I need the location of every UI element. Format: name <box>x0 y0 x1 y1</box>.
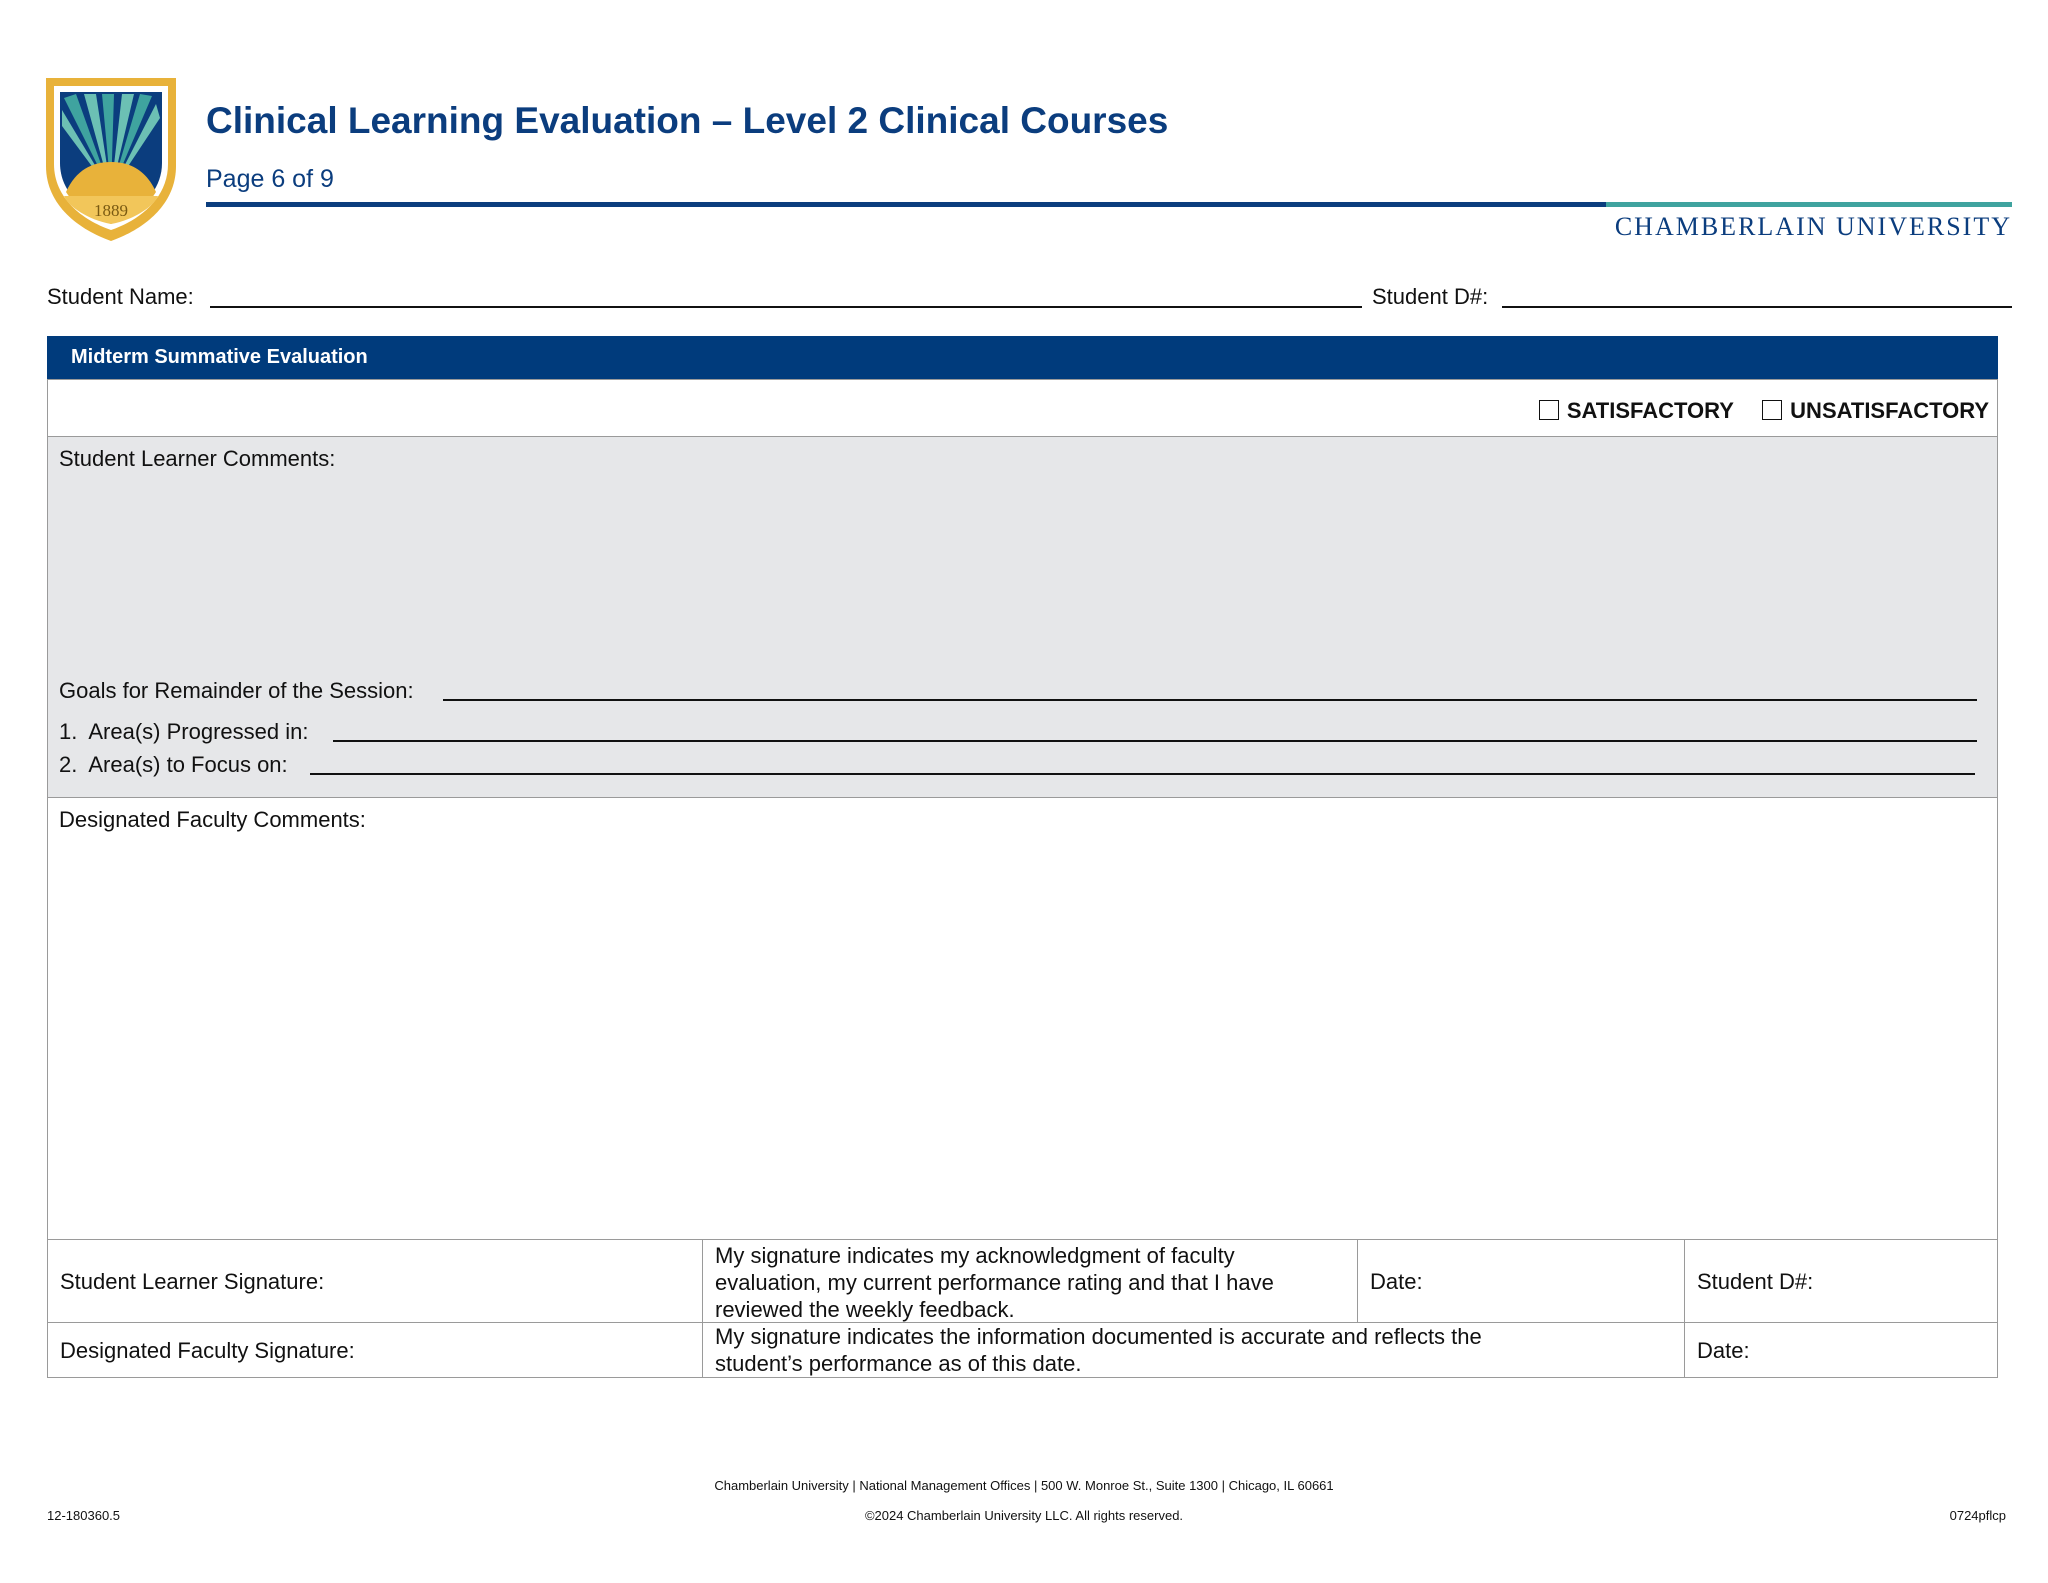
footer-copyright: ©2024 Chamberlain University LLC. All rights reserved. <box>864 1508 1184 1523</box>
goals-label: Goals for Remainder of the Session: <box>59 678 414 703</box>
page-number: Page 6 of 9 <box>206 165 334 193</box>
section-header <box>47 336 1998 379</box>
faculty-comments-label: Designated Faculty Comments: <box>59 807 366 832</box>
chamberlain-shield-logo <box>42 74 180 244</box>
student-name-field[interactable] <box>210 306 1362 308</box>
logo-year: 1889 <box>94 201 128 220</box>
focus-field[interactable] <box>310 773 1975 775</box>
footer-revision: 0724pflcp <box>1949 1508 2006 1523</box>
learner-comments-area[interactable] <box>47 436 1998 798</box>
focus-label: 2. Area(s) to Focus on: <box>59 752 288 777</box>
faculty-signature-label: Designated Faculty Signature: <box>60 1338 355 1363</box>
faculty-date-label: Date: <box>1697 1338 1750 1363</box>
student-id-field[interactable] <box>1502 306 2012 308</box>
faculty-signature-cell[interactable] <box>47 1322 703 1378</box>
faculty-date-cell[interactable] <box>1684 1322 1998 1378</box>
student-name-label: Student Name: <box>47 284 194 309</box>
page-title: Clinical Learning Evaluation – Level 2 Clinical Courses <box>206 100 1169 141</box>
student-date-label: Date: <box>1370 1269 1423 1294</box>
faculty-statement-cell <box>702 1322 1685 1378</box>
progressed-field[interactable] <box>333 740 1977 742</box>
student-date-cell[interactable] <box>1357 1239 1685 1323</box>
header-rule-blue <box>206 202 1606 207</box>
student-statement: My signature indicates my acknowledgment of faculty evaluation, my current performance rating and that I have reviewed the weekly feedback. <box>715 1243 1274 1322</box>
faculty-statement: My signature indicates the information documented is accurate and reflects the student’s performance as of this date. <box>715 1324 1482 1376</box>
satisfactory-label: SATISFACTORY <box>1566 398 1734 423</box>
student-signature-label: Student Learner Signature: <box>60 1269 325 1294</box>
section-title: Midterm Summative Evaluation <box>71 346 368 368</box>
header-rule-teal <box>1606 202 2012 207</box>
satisfactory-checkbox[interactable] <box>1539 400 1559 420</box>
unsatisfactory-label: UNSATISFACTORY <box>1790 398 1989 423</box>
unsatisfactory-checkbox[interactable] <box>1762 400 1782 420</box>
progressed-label: 1. Area(s) Progressed in: <box>59 719 309 744</box>
university-wordmark: CHAMBERLAIN UNIVERSITY <box>1614 212 2012 241</box>
student-id-sig-label: Student D#: <box>1697 1269 1814 1294</box>
student-signature-cell[interactable] <box>47 1239 703 1323</box>
rating-row <box>47 379 1998 437</box>
faculty-comments-area[interactable] <box>47 797 1998 1240</box>
student-statement-cell <box>702 1239 1358 1323</box>
footer-address: Chamberlain University | National Management Offices | 500 W. Monroe St., Suite 1300 | Chicago, IL 60661 <box>714 1478 1334 1493</box>
footer-form-code: 12-180360.5 <box>47 1508 121 1523</box>
student-id-cell[interactable] <box>1684 1239 1998 1323</box>
goals-field[interactable] <box>443 699 1977 701</box>
learner-comments-label: Student Learner Comments: <box>59 446 336 471</box>
student-id-label: Student D#: <box>1372 284 1489 309</box>
